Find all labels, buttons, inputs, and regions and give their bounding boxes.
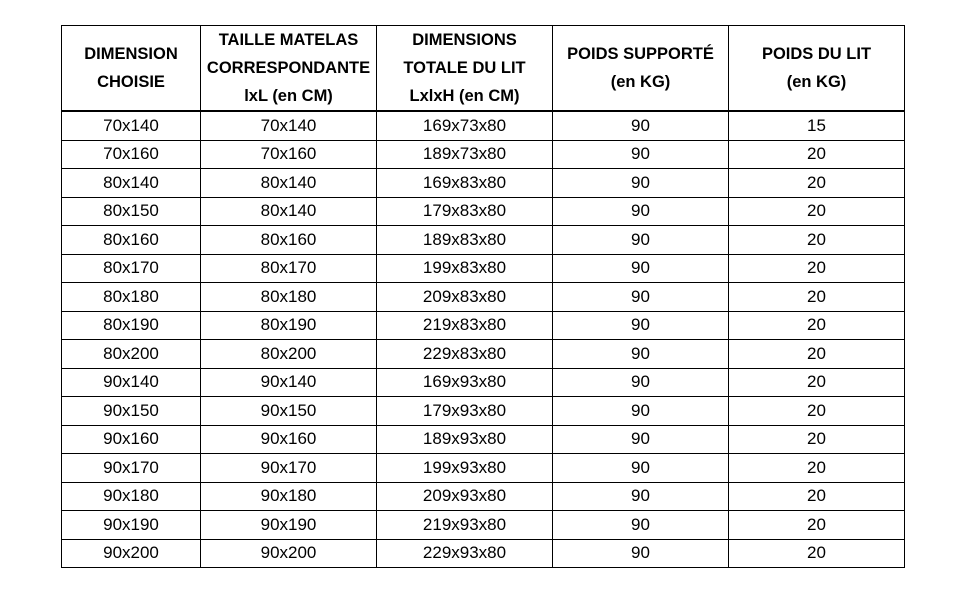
header-poids-supporte [553, 26, 729, 112]
table-row [62, 368, 905, 397]
dimension-choisie-cell: 80x170 [62, 254, 201, 283]
dimensions-totale-cell: 169x73x80 [377, 111, 553, 140]
header-line: POIDS SUPPORTÉ [567, 45, 714, 63]
dimension-choisie-cell: 90x170 [62, 454, 201, 483]
poids-supporte-cell: 90 [553, 397, 729, 426]
header-dimension-choisie [62, 26, 201, 112]
poids-du-lit-cell: 20 [729, 340, 905, 369]
poids-supporte-cell: 90 [553, 111, 729, 140]
poids-supporte-cell: 90 [553, 368, 729, 397]
dimensions-totale-cell: 219x83x80 [377, 311, 553, 340]
header-taille-matelas [201, 26, 377, 112]
poids-du-lit-cell: 20 [729, 283, 905, 312]
dimension-choisie-cell: 80x200 [62, 340, 201, 369]
taille-matelas-cell: 80x200 [201, 340, 377, 369]
header-line: LxlxH (en CM) [409, 87, 520, 105]
dimensions-totale-cell: 179x93x80 [377, 397, 553, 426]
dimension-choisie-cell: 90x140 [62, 368, 201, 397]
header-line: TOTALE DU LIT [403, 59, 526, 77]
taille-matelas-cell: 80x180 [201, 283, 377, 312]
poids-supporte-cell: 90 [553, 340, 729, 369]
dimension-choisie-cell: 80x150 [62, 197, 201, 226]
taille-matelas-cell: 90x190 [201, 511, 377, 540]
poids-du-lit-cell: 20 [729, 397, 905, 426]
dimension-choisie-cell: 80x190 [62, 311, 201, 340]
table-header [62, 26, 905, 112]
taille-matelas-cell: 90x180 [201, 482, 377, 511]
table-row [62, 140, 905, 169]
table-row [62, 283, 905, 312]
poids-supporte-cell: 90 [553, 311, 729, 340]
dimension-choisie-cell: 70x160 [62, 140, 201, 169]
dimension-choisie-cell: 70x140 [62, 111, 201, 140]
dimensions-totale-cell: 169x93x80 [377, 368, 553, 397]
poids-supporte-cell: 90 [553, 254, 729, 283]
header-line: (en KG) [610, 73, 671, 91]
dimension-choisie-cell: 80x180 [62, 283, 201, 312]
poids-supporte-cell: 90 [553, 539, 729, 568]
dimensions-totale-cell: 189x93x80 [377, 425, 553, 454]
dimension-choisie-cell: 90x200 [62, 539, 201, 568]
taille-matelas-cell: 90x160 [201, 425, 377, 454]
table-row [62, 111, 905, 140]
header-line: CHOISIE [97, 73, 165, 91]
table-row [62, 340, 905, 369]
dimension-choisie-cell: 90x160 [62, 425, 201, 454]
poids-supporte-cell: 90 [553, 169, 729, 198]
dimensions-totale-cell: 219x93x80 [377, 511, 553, 540]
dimensions-totale-cell: 229x93x80 [377, 539, 553, 568]
poids-supporte-cell: 90 [553, 283, 729, 312]
dimension-choisie-cell: 90x180 [62, 482, 201, 511]
poids-du-lit-cell: 20 [729, 511, 905, 540]
table-row [62, 511, 905, 540]
poids-supporte-cell: 90 [553, 511, 729, 540]
poids-du-lit-cell: 20 [729, 169, 905, 198]
header-line: POIDS DU LIT [761, 45, 872, 63]
dimensions-totale-cell: 229x83x80 [377, 340, 553, 369]
header-line: lxL (en CM) [244, 87, 333, 105]
poids-du-lit-cell: 20 [729, 539, 905, 568]
dimensions-totale-cell: 209x83x80 [377, 283, 553, 312]
taille-matelas-cell: 80x170 [201, 254, 377, 283]
poids-supporte-cell: 90 [553, 482, 729, 511]
dimensions-totale-cell: 189x73x80 [377, 140, 553, 169]
dimension-choisie-cell: 90x190 [62, 511, 201, 540]
dimensions-totale-cell: 199x83x80 [377, 254, 553, 283]
table-row [62, 482, 905, 511]
table-row [62, 226, 905, 255]
taille-matelas-cell: 90x200 [201, 539, 377, 568]
poids-supporte-cell: 90 [553, 140, 729, 169]
poids-du-lit-cell: 20 [729, 454, 905, 483]
table-row [62, 397, 905, 426]
taille-matelas-cell: 80x140 [201, 169, 377, 198]
poids-du-lit-cell: 20 [729, 368, 905, 397]
poids-du-lit-cell: 20 [729, 425, 905, 454]
poids-du-lit-cell: 20 [729, 197, 905, 226]
taille-matelas-cell: 80x140 [201, 197, 377, 226]
dimension-choisie-cell: 80x160 [62, 226, 201, 255]
table-row [62, 425, 905, 454]
header-dimensions-totale [377, 26, 553, 112]
table-row [62, 169, 905, 198]
poids-supporte-cell: 90 [553, 226, 729, 255]
poids-du-lit-cell: 20 [729, 226, 905, 255]
poids-du-lit-cell: 15 [729, 111, 905, 140]
table-row [62, 197, 905, 226]
poids-supporte-cell: 90 [553, 197, 729, 226]
poids-du-lit-cell: 20 [729, 311, 905, 340]
dimensions-totale-cell: 179x83x80 [377, 197, 553, 226]
dimensions-totale-cell: 169x83x80 [377, 169, 553, 198]
dimensions-totale-cell: 209x93x80 [377, 482, 553, 511]
header-line: CORRESPONDANTE [206, 59, 371, 77]
header-line: (en KG) [786, 73, 847, 91]
taille-matelas-cell: 90x140 [201, 368, 377, 397]
table-row [62, 454, 905, 483]
header-poids-du-lit [729, 26, 905, 112]
poids-du-lit-cell: 20 [729, 140, 905, 169]
taille-matelas-cell: 80x160 [201, 226, 377, 255]
table-row [62, 311, 905, 340]
table-body [62, 111, 905, 568]
dimension-choisie-cell: 80x140 [62, 169, 201, 198]
poids-du-lit-cell: 20 [729, 482, 905, 511]
taille-matelas-cell: 70x160 [201, 140, 377, 169]
table-row [62, 254, 905, 283]
table-row [62, 539, 905, 568]
dimensions-totale-cell: 189x83x80 [377, 226, 553, 255]
header-line: DIMENSION [84, 45, 178, 63]
taille-matelas-cell: 80x190 [201, 311, 377, 340]
header-line: TAILLE MATELAS [218, 31, 359, 49]
poids-supporte-cell: 90 [553, 425, 729, 454]
header-line: DIMENSIONS [412, 31, 517, 49]
bed-dimensions-table [61, 25, 905, 568]
poids-du-lit-cell: 20 [729, 254, 905, 283]
header-row [62, 26, 905, 112]
dimensions-totale-cell: 199x93x80 [377, 454, 553, 483]
poids-supporte-cell: 90 [553, 454, 729, 483]
dimension-choisie-cell: 90x150 [62, 397, 201, 426]
taille-matelas-cell: 90x170 [201, 454, 377, 483]
taille-matelas-cell: 70x140 [201, 111, 377, 140]
taille-matelas-cell: 90x150 [201, 397, 377, 426]
